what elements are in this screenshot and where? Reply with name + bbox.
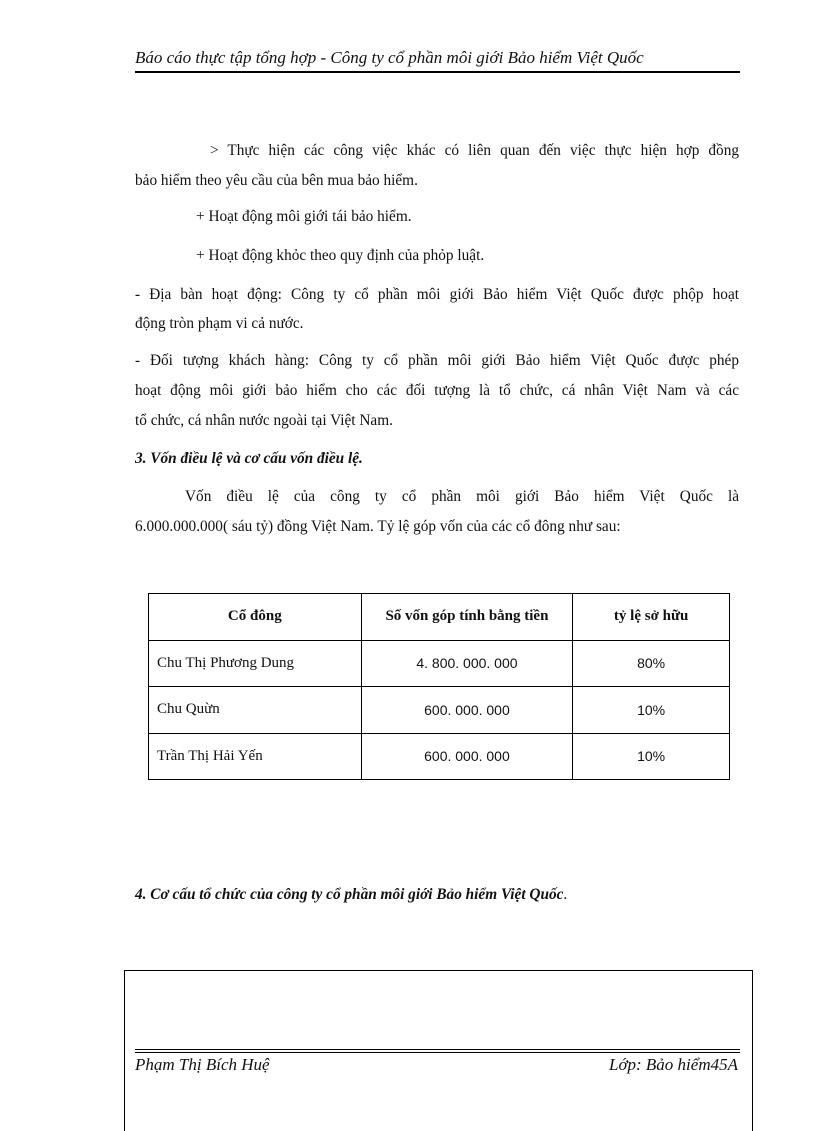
paragraph-line: động tròn phạm vi cả nước. [135,315,304,332]
table-row [149,733,730,780]
shareholder-name: Chu Thị Phương Dung [149,640,362,687]
table-row [149,640,730,687]
section-4-heading-period: . [563,886,568,903]
ownership-ratio: 10% [573,687,730,734]
table-header-row [149,594,730,641]
page-header-title: Báo cáo thực tập tổng hợp - Công ty cổ phần môi giới Bảo hiểm Việt Quốc [135,46,740,73]
section-4-heading [135,880,739,910]
footer-class: Lớp: Bảo hiểm45A [608,1055,738,1074]
bullet-item: + Hoạt động khỏc theo quy định của phỏp luật. [196,247,485,264]
paragraph-line: > Thực hiện các công việc khác có liên quan đến việc thực hiện hợp đồng [210,142,739,159]
paragraph-line: hoạt động môi giới bảo hiểm cho các đối tượng là tổ chức, cá nhân Việt Nam và các [135,382,739,399]
paragraph-line: - Đối tượng khách hàng: Công ty cổ phần môi giới Bảo hiểm Việt Quốc được phép [135,352,739,369]
shareholder-name: Trần Thị Hải Yến [149,733,362,780]
paragraph-line: - Địa bàn hoạt động: Công ty cổ phần môi giới Bảo hiểm Việt Quốc được phộp hoạt [135,286,739,303]
ownership-ratio: 80% [573,640,730,687]
capital-amount: 4. 800. 000. 000 [361,640,573,687]
table-row [149,687,730,734]
capital-structure-table [148,593,730,780]
capital-amount: 600. 000. 000 [361,687,573,734]
column-header-capital-amount: Số vốn góp tính bằng tiền [361,594,573,641]
bullet-item: + Hoạt động môi giới tái bảo hiểm. [196,208,412,225]
column-header-shareholder: Cổ đông [149,594,362,641]
footer-author: Phạm Thị Bích Huệ [135,1055,270,1074]
section-3-heading: 3. Vốn điều lệ và cơ cấu vốn điều lệ. [135,450,363,467]
shareholder-name: Chu Quừn [149,687,362,734]
capital-amount: 600. 000. 000 [361,733,573,780]
paragraph-line: bảo hiểm theo yêu cầu của bên mua bảo hiểm. [135,172,418,189]
section-4-heading-text: 4. Cơ cấu tổ chức của công ty cổ phần môi giới Bảo hiểm Việt Quốc [135,886,564,903]
paragraph-line: tổ chức, cá nhân nước ngoài tại Việt Nam. [135,412,393,429]
paragraph-line: 6.000.000.000( sáu tỷ) đồng Việt Nam. Tỷ lệ góp vốn của các cổ đông như sau: [135,518,621,535]
paragraph-line: Vốn điều lệ của công ty cổ phần môi giới Bảo hiểm Việt Quốc là [185,488,739,505]
ownership-ratio: 10% [573,733,730,780]
column-header-ownership: tỷ lệ sở hữu [573,594,730,641]
